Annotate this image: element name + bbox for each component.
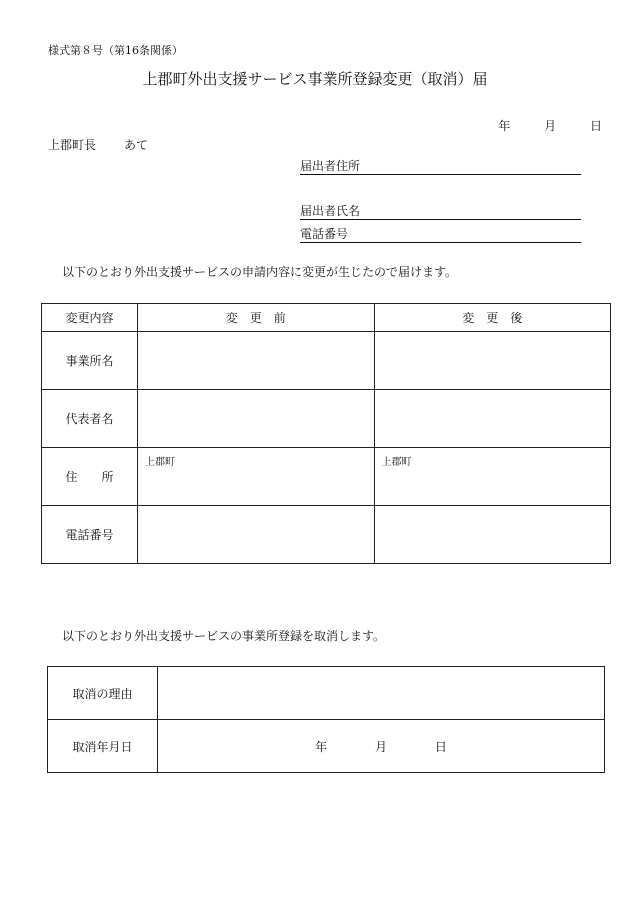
date-year: 年 bbox=[498, 119, 511, 133]
phone-before-cell[interactable] bbox=[138, 506, 375, 564]
addressee bbox=[48, 136, 148, 153]
table-row bbox=[42, 506, 611, 564]
table-row bbox=[42, 332, 611, 390]
cancel-reason-label: 取消の理由 bbox=[48, 667, 158, 720]
cancel-date-month: 月 bbox=[374, 739, 387, 754]
address-before-cell[interactable] bbox=[138, 448, 375, 506]
cancel-notice: 以下のとおり外出支援サービスの事業所登録を取消します。 bbox=[62, 629, 386, 643]
date-day: 日 bbox=[589, 119, 602, 133]
cancel-date-cell[interactable] bbox=[158, 720, 605, 773]
header-after: 変 更 後 bbox=[374, 304, 611, 332]
applicant-address-label: 届出者住所 bbox=[300, 159, 361, 173]
cancel-date-label: 取消年月日 bbox=[48, 720, 158, 773]
row-label-phone: 電話番号 bbox=[42, 506, 138, 564]
date-month: 月 bbox=[544, 119, 557, 133]
cancel-date-day: 日 bbox=[434, 739, 447, 754]
cancel-date-year: 年 bbox=[315, 739, 328, 754]
phone-after-cell[interactable] bbox=[374, 506, 611, 564]
address-prefix-before: 上郡町 bbox=[145, 457, 175, 468]
addressee-suffix: あて bbox=[124, 138, 149, 152]
document-title: 上郡町外出支援サービス事業所登録変更（取消）届 bbox=[142, 70, 488, 88]
applicant-name-field[interactable] bbox=[300, 203, 581, 220]
table-row bbox=[42, 448, 611, 506]
form-number: 様式第８号（第16条関係） bbox=[48, 44, 183, 57]
representative-before-cell[interactable] bbox=[138, 390, 375, 448]
row-label-address: 住 所 bbox=[42, 448, 138, 506]
representative-after-cell[interactable] bbox=[374, 390, 611, 448]
applicant-phone-label: 電話番号 bbox=[300, 227, 349, 241]
table-row bbox=[48, 720, 605, 773]
submission-date bbox=[468, 117, 602, 134]
row-label-office-name: 事業所名 bbox=[42, 332, 138, 390]
header-item: 変更内容 bbox=[42, 304, 138, 332]
addressee-name: 上郡町長 bbox=[48, 138, 97, 152]
applicant-address-field[interactable] bbox=[300, 158, 581, 175]
table-row bbox=[48, 667, 605, 720]
address-after-cell[interactable] bbox=[374, 448, 611, 506]
cancel-reason-cell[interactable] bbox=[158, 667, 605, 720]
cancel-table bbox=[47, 666, 605, 773]
office-name-after-cell[interactable] bbox=[374, 332, 611, 390]
applicant-phone-field[interactable] bbox=[300, 226, 581, 243]
change-table-header bbox=[42, 304, 611, 332]
table-row bbox=[42, 390, 611, 448]
office-name-before-cell[interactable] bbox=[138, 332, 375, 390]
row-label-representative: 代表者名 bbox=[42, 390, 138, 448]
header-before: 変 更 前 bbox=[138, 304, 375, 332]
change-notice: 以下のとおり外出支援サービスの申請内容に変更が生じたので届けます。 bbox=[62, 265, 458, 279]
applicant-name-label: 届出者氏名 bbox=[300, 204, 361, 218]
address-prefix-after: 上郡町 bbox=[381, 457, 412, 468]
change-table bbox=[41, 303, 611, 564]
